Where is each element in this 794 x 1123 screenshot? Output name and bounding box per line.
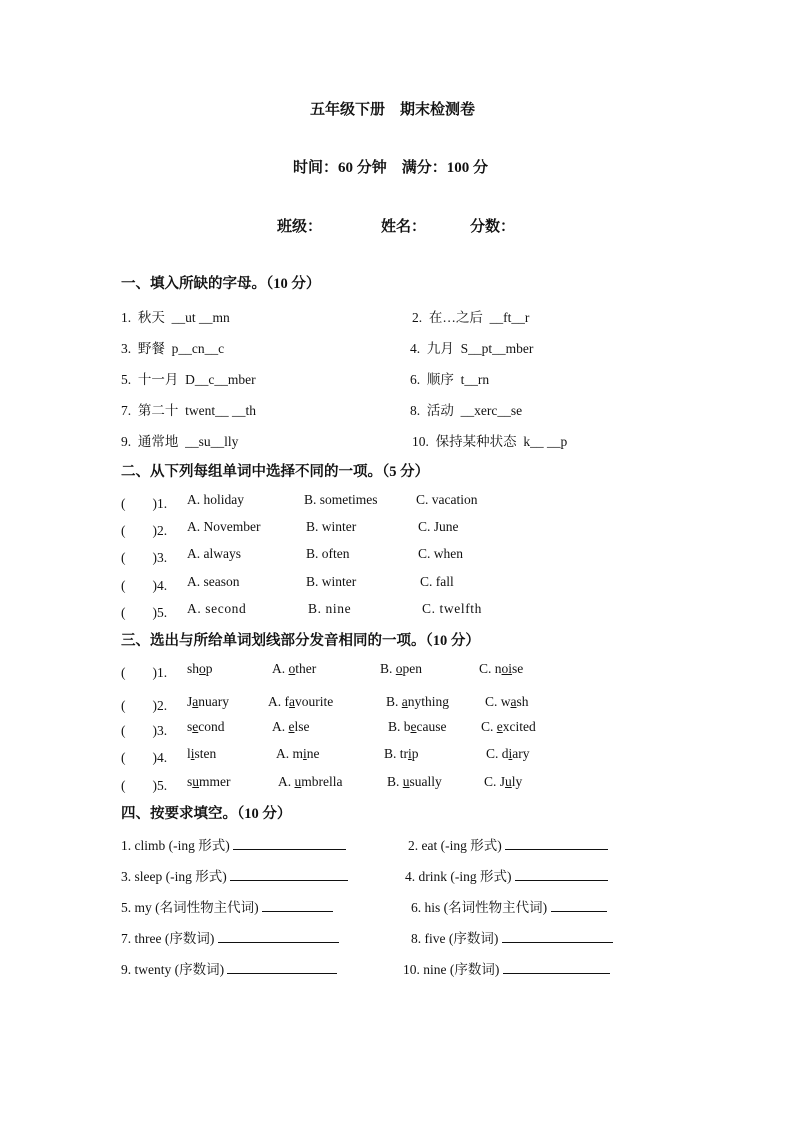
answer-paren[interactable]: ( )4.	[121, 750, 168, 765]
option-b: B. anything	[386, 694, 450, 709]
option-a: A. November	[187, 519, 261, 534]
answer-paren[interactable]: ( )1.	[121, 496, 168, 511]
option-b: B. winter	[306, 574, 357, 589]
fill-item: 10. 保持某种状态 k__ __p	[412, 434, 568, 449]
option-b: B. because	[388, 719, 447, 734]
fill-item: 8. five (序数词)	[411, 927, 613, 947]
option-c: C. twelfth	[422, 601, 482, 616]
option-b: B. often	[306, 546, 350, 561]
given-word: listen	[187, 746, 217, 761]
fill-item: 5. my (名词性物主代词)	[121, 896, 333, 916]
given-word: summer	[187, 774, 231, 789]
fill-item: 5. 十一月 D__c__mber	[121, 372, 256, 387]
answer-blank[interactable]	[503, 962, 610, 974]
fill-item: 7. three (序数词)	[121, 927, 339, 947]
fill-item: 9. twenty (序数词)	[121, 958, 337, 978]
answer-paren[interactable]: ( )3.	[121, 550, 168, 565]
answer-paren[interactable]: ( )5.	[121, 605, 168, 620]
option-c: C. June	[418, 519, 459, 534]
class-label: 班级：	[277, 219, 323, 235]
given-word: January	[187, 694, 230, 709]
exam-title: 五年级下册 期末检测卷	[310, 102, 476, 118]
answer-paren[interactable]: ( )4.	[121, 578, 168, 593]
fill-item: 4. 九月 S__pt__mber	[410, 341, 534, 356]
answer-blank[interactable]	[505, 838, 608, 850]
fill-item: 9. 通常地 __su__lly	[121, 434, 239, 449]
option-b: B. sometimes	[304, 492, 378, 507]
option-b: B. usually	[387, 774, 442, 789]
fill-item: 6. his (名词性物主代词)	[411, 896, 607, 916]
answer-blank[interactable]	[227, 962, 337, 974]
name-label: 姓名：	[381, 219, 427, 235]
option-a: A. favourite	[268, 694, 334, 709]
fill-item: 7. 第二十 twent__ __th	[121, 403, 256, 418]
fill-item: 1. 秋天 __ut __mn	[121, 310, 230, 325]
option-c: C. July	[484, 774, 523, 789]
exam-time-info: 时间：60 分钟 满分：100 分	[293, 160, 489, 176]
option-a: A. always	[187, 546, 241, 561]
option-b: B. nine	[308, 601, 352, 616]
fill-item: 10. nine (序数词)	[403, 958, 610, 978]
fill-item: 2. 在…之后 __ft__r	[412, 310, 530, 325]
fill-item: 3. 野餐 p__cn__c	[121, 341, 225, 356]
option-a: A. holiday	[187, 492, 244, 507]
option-c: C. when	[418, 546, 463, 561]
section-4-heading: 四、按要求填空。（10 分）	[121, 806, 292, 822]
answer-blank[interactable]	[551, 900, 607, 912]
section-3-heading: 三、选出与所给单词划线部分发音相同的一项。（10 分）	[121, 633, 480, 649]
option-c: C. excited	[481, 719, 536, 734]
option-a: A. umbrella	[278, 774, 343, 789]
answer-paren[interactable]: ( )5.	[121, 778, 168, 793]
answer-paren[interactable]: ( )3.	[121, 723, 168, 738]
option-b: B. winter	[306, 519, 357, 534]
answer-blank[interactable]	[230, 869, 348, 881]
given-word: second	[187, 719, 225, 734]
fill-item: 4. drink (-ing 形式)	[405, 865, 608, 885]
answer-blank[interactable]	[262, 900, 333, 912]
answer-paren[interactable]: ( )1.	[121, 665, 168, 680]
section-1-heading: 一、填入所缺的字母。（10 分）	[121, 276, 321, 292]
score-label: 分数：	[470, 219, 516, 235]
option-a: A. season	[187, 574, 240, 589]
option-c: C. fall	[420, 574, 454, 589]
option-b: B. trip	[384, 746, 419, 761]
option-c: C. vacation	[416, 492, 478, 507]
fill-item: 2. eat (-ing 形式)	[408, 834, 608, 854]
option-a: A. mine	[276, 746, 320, 761]
answer-blank[interactable]	[502, 931, 613, 943]
fill-item: 8. 活动 __xerc__se	[410, 403, 523, 418]
option-b: B. open	[380, 661, 423, 676]
option-c: C. noise	[479, 661, 524, 676]
answer-paren[interactable]: ( )2.	[121, 698, 168, 713]
option-c: C. wash	[485, 694, 529, 709]
fill-item: 1. climb (-ing 形式)	[121, 834, 346, 854]
answer-paren[interactable]: ( )2.	[121, 523, 168, 538]
option-a: A. other	[272, 661, 317, 676]
option-c: C. diary	[486, 746, 530, 761]
section-2-heading: 二、从下列每组单词中选择不同的一项。（5 分）	[121, 464, 430, 480]
given-word: shop	[187, 661, 213, 676]
answer-blank[interactable]	[515, 869, 608, 881]
fill-item: 3. sleep (-ing 形式)	[121, 865, 348, 885]
option-a: A. else	[272, 719, 310, 734]
answer-blank[interactable]	[233, 838, 346, 850]
option-a: A. second	[187, 601, 247, 616]
answer-blank[interactable]	[218, 931, 339, 943]
fill-item: 6. 顺序 t__rn	[410, 372, 490, 387]
